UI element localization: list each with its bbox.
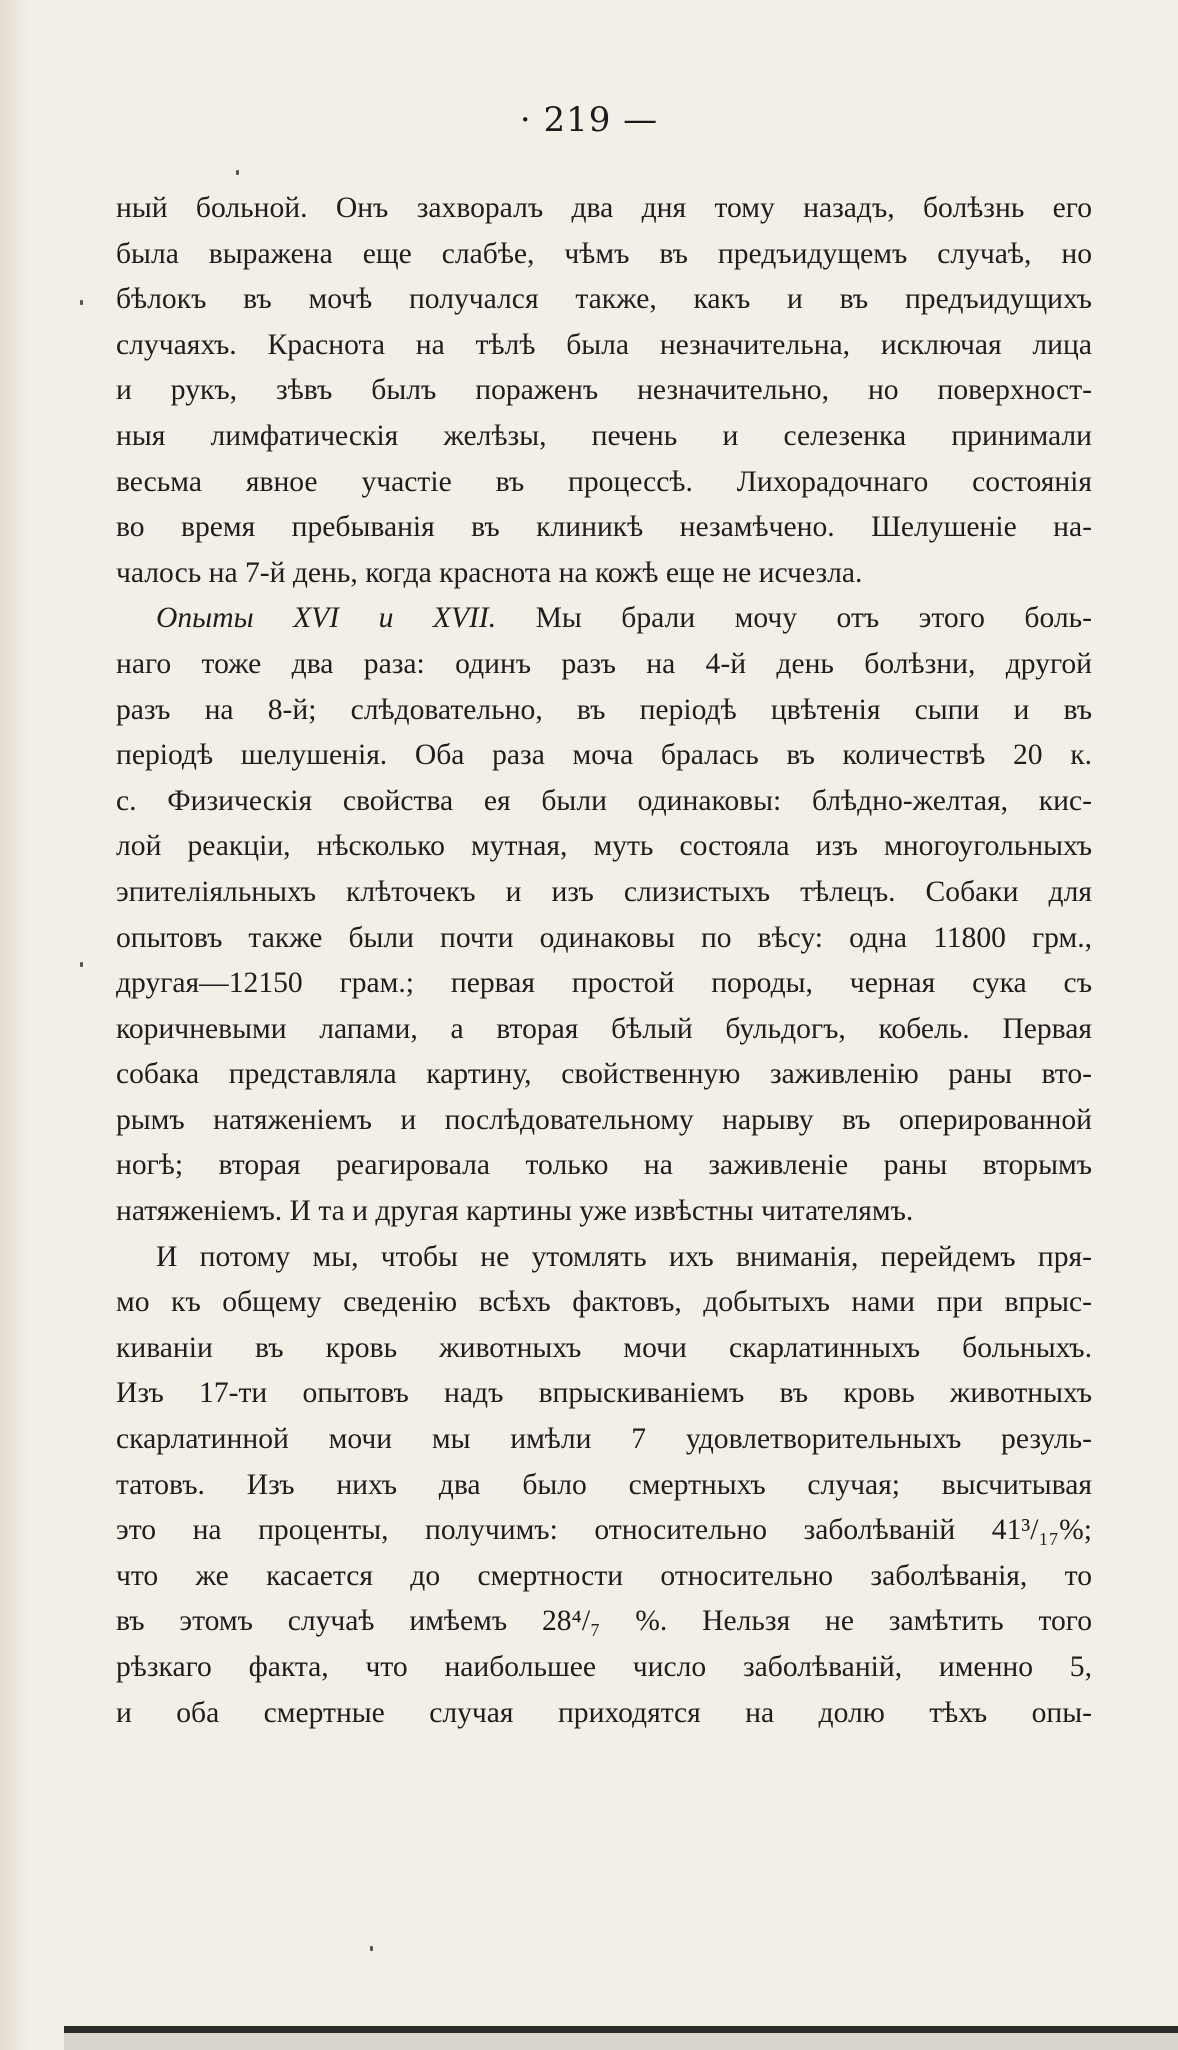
paper-speck	[80, 300, 83, 305]
paragraph-first-line: И потому мы, чтобы не утомлять ихъ вниманія, перейдемъ пря-	[156, 1240, 1092, 1273]
paper-speck	[80, 962, 83, 967]
body-text	[116, 186, 1092, 1736]
text-line: собака представляла картину, свойственную заживленію раны вто-	[116, 1058, 1092, 1091]
text-line: с. Физическія свойства ея были одинаковы: блѣдно-желтая, кис-	[116, 784, 1092, 817]
page-number: · 219 —	[519, 100, 659, 140]
text-line: это на проценты, получимъ: относительно заболѣваній 41³/₁₇%;	[116, 1514, 1092, 1547]
text-line: эпителіяльныхъ клѣточекъ и изъ слизистыхъ тѣлецъ. Собаки для	[116, 875, 1092, 908]
text-line: мо къ общему сведенію всѣхъ фактовъ, добытыхъ нами при впрыс-	[116, 1286, 1092, 1319]
page-binding-shadow	[0, 0, 28, 2050]
text-line: ногѣ; вторая реагировала только на заживленіе раны вторымъ	[116, 1149, 1092, 1182]
text-line: что же касается до смертности относительно заболѣванія, то	[116, 1559, 1092, 1592]
text-line: лой реакціи, нѣсколько мутная, муть состояла изъ многоугольныхъ	[116, 830, 1092, 863]
experiment-heading: Опыты XVI и XVII.	[156, 602, 497, 635]
text-line: случаяхъ. Краснота на тѣлѣ была незначительна, исключая лица	[116, 328, 1092, 361]
text-line: натяженіемъ. И та и другая картины уже извѣстны читателямъ.	[116, 1195, 914, 1228]
text-line: ный больной. Онъ захворалъ два дня тому назадъ, болѣзнь его	[116, 192, 1092, 224]
text-line: ныя лимфатическія желѣзы, печень и селезенка принимали	[116, 419, 1092, 452]
text-line: была выражена еще слабѣе, чѣмъ въ предъидущемъ случаѣ, но	[116, 237, 1092, 270]
text-line: періодѣ шелушенія. Оба раза моча бралась въ количествѣ 20 к.	[116, 739, 1092, 772]
text-line: опытовъ также были почти одинаковы по вѣсу: одна 11800 грм.,	[116, 921, 1092, 954]
text-line: другая—12150 грам.; первая простой породы, черная сука съ	[116, 967, 1092, 1000]
text-line: и оба смертные случая приходятся на долю тѣхъ опы-	[116, 1696, 1092, 1729]
text-fragment: Мы брали мочу отъ этого боль-	[496, 602, 1092, 635]
text-line: разъ на 8-й; слѣдовательно, въ періодѣ цвѣтенія сыпи и въ	[116, 693, 1092, 726]
text-line: рѣзкаго факта, что наибольшее число заболѣваній, именно 5,	[116, 1651, 1092, 1683]
text-line: Изъ 17-ти опытовъ надъ впрыскиваніемъ въ кровь животныхъ	[116, 1377, 1092, 1410]
text-line: во время пребыванія въ клиникѣ незамѣчено. Шелушеніе на-	[116, 511, 1092, 544]
paper-speck	[236, 170, 239, 175]
text-line: коричневыми лапами, а вторая бѣлый бульдогъ, кобель. Первая	[116, 1012, 1092, 1045]
paper-speck	[370, 1946, 373, 1951]
text-line: въ этомъ случаѣ имѣемъ 28⁴/₇ %. Нельзя не замѣтить того	[116, 1605, 1092, 1638]
text-line: весьма явное участіе въ процессѣ. Лихорадочнаго состоянія	[116, 465, 1092, 498]
text-line: чалось на 7-й день, когда краснота на кожѣ еще не исчезла.	[116, 556, 863, 589]
page-bottom-edge	[64, 2026, 1178, 2033]
text-line: киваніи въ кровь животныхъ мочи скарлатинныхъ больныхъ.	[116, 1331, 1092, 1364]
text-line: рымъ натяженіемъ и послѣдовательному нарыву въ оперированной	[116, 1103, 1092, 1136]
text-line: бѣлокъ въ мочѣ получался также, какъ и въ предъидущихъ	[116, 283, 1092, 316]
page-bottom-shadow	[64, 2033, 1178, 2050]
text-line: скарлатинной мочи мы имѣли 7 удовлетворительныхъ резуль-	[116, 1423, 1092, 1456]
text-line: наго тоже два раза: одинъ разъ на 4-й день болѣзни, другой	[116, 647, 1092, 680]
text-line: и рукъ, зѣвъ былъ пораженъ незначительно, но поверхност-	[116, 374, 1092, 407]
paragraph-first-line	[116, 596, 1092, 642]
text-line: татовъ. Изъ нихъ два было смертныхъ случая; высчитывая	[116, 1468, 1092, 1501]
